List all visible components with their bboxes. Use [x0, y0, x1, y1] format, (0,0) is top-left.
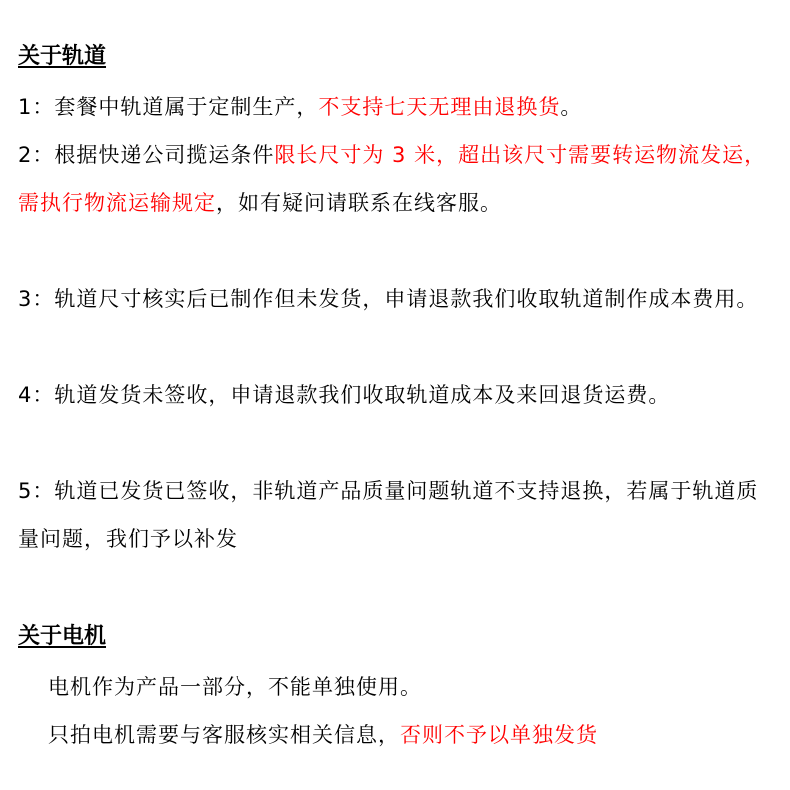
track-item-5-number: 5：	[18, 479, 55, 503]
track-item-2-highlight: 限长尺寸为 3 米，超出该尺寸需要转运物流发运，需执行物流运输规定	[18, 143, 767, 215]
motor-line-2	[48, 711, 598, 759]
track-item-2-end: ，如有疑问请联系在线客服。	[216, 191, 502, 215]
track-item-5	[18, 467, 778, 563]
track-item-4-text: 轨道发货未签收，申请退款我们收取轨道成本及来回退货运费。	[54, 383, 671, 407]
track-item-5-text: 轨道已发货已签收，非轨道产品质量问题轨道不支持退换，若属于轨道质量问题，我们予以补发	[18, 479, 759, 551]
track-item-3-number: 3：	[18, 287, 55, 311]
track-item-3	[18, 275, 778, 323]
motor-heading: 关于电机	[18, 624, 107, 649]
track-item-2-text: 根据快递公司揽运条件	[54, 143, 275, 167]
track-item-1-text: 套餐中轨道属于定制生产，	[54, 95, 319, 119]
track-item-2	[18, 131, 778, 227]
track-item-4	[18, 371, 778, 419]
track-item-4-number: 4：	[18, 383, 55, 407]
track-heading: 关于轨道	[18, 44, 107, 69]
track-item-3-text: 轨道尺寸核实后已制作但未发货，申请退款我们收取轨道制作成本费用。	[54, 287, 759, 311]
motor-line-2-text: 只拍电机需要与客服核实相关信息，	[48, 723, 400, 747]
track-item-1-number: 1：	[18, 95, 55, 119]
track-item-1-highlight: 不支持七天无理由退换货	[318, 95, 561, 119]
motor-line-1: 电机作为产品一部分，不能单独使用。	[48, 675, 422, 699]
track-item-1-end: 。	[560, 95, 583, 119]
track-item-1	[18, 83, 778, 131]
motor-line-2-highlight: 否则不予以单独发货	[400, 723, 598, 747]
track-item-2-number: 2：	[18, 143, 55, 167]
